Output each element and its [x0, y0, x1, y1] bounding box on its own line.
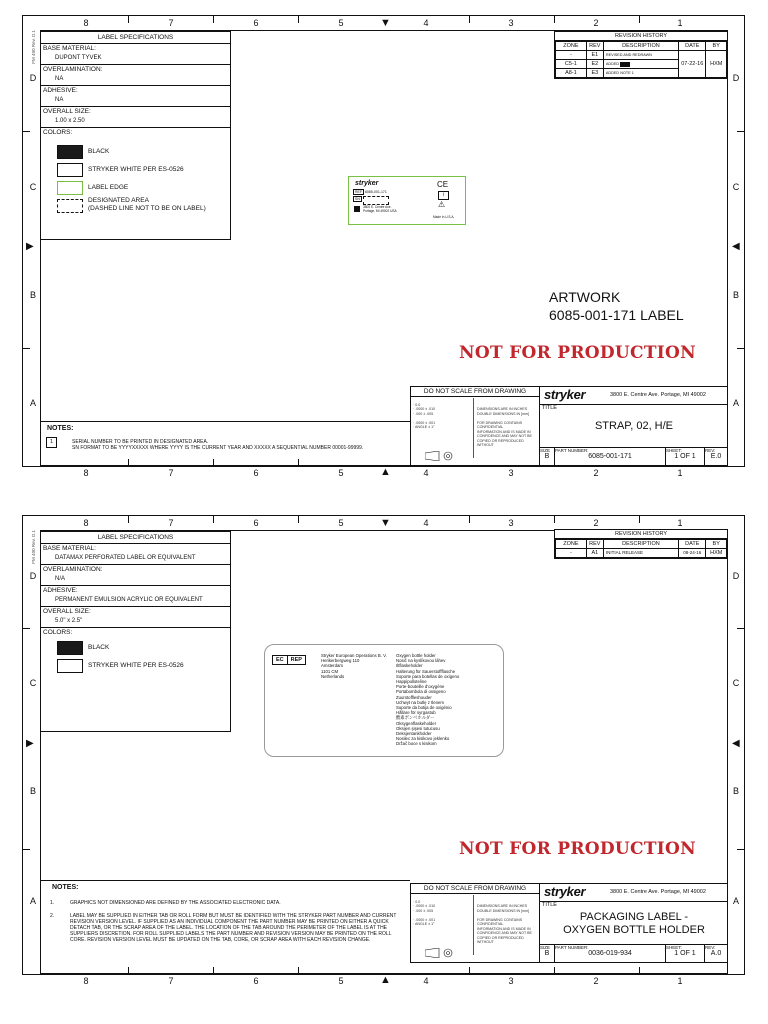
- zone-letter: C: [29, 182, 37, 192]
- company-address: 3800 E. Centre Ave. Portage, MI 49002: [610, 392, 706, 398]
- title-block: [410, 386, 728, 466]
- stryker-logo: stryker: [355, 180, 379, 187]
- color-swatch-black: [57, 145, 83, 159]
- zone-number: 8: [83, 518, 89, 528]
- artwork-title: ARTWORK: [549, 289, 621, 305]
- zone-letter: D: [732, 73, 740, 83]
- overall-size-label: OVERALL SIZE:: [41, 106, 230, 116]
- center-arrow-left-icon: ◀: [732, 738, 740, 749]
- sheet-label: SHEET:: [666, 448, 682, 453]
- rev-cell: C5-1: [556, 60, 587, 69]
- do-not-scale: DO NOT SCALE FROM DRAWING: [411, 387, 540, 397]
- overlamination-label: OVERLAMINATION:: [41, 64, 230, 74]
- zone-number: 2: [593, 18, 599, 28]
- revision-history: [554, 31, 728, 79]
- ce-mark: CE: [437, 180, 449, 189]
- zone-number: 5: [338, 518, 344, 528]
- zone-number: 7: [168, 468, 174, 478]
- color-name: DESIGNATED AREA (DASHED LINE NOT TO BE ON LABEL): [88, 197, 206, 212]
- rev-header: REV: [586, 540, 603, 549]
- artwork-part: 6085-001-171 LABEL: [549, 307, 684, 323]
- translation: Deksjentankholder: [396, 731, 432, 737]
- zone-number: 1: [677, 976, 683, 986]
- base-material-label: BASE MATERIAL:: [43, 45, 96, 52]
- rev-cell: HXM: [706, 549, 727, 558]
- overall-size-label: OVERALL SIZE:: [41, 606, 230, 616]
- center-arrow-up-icon: ▲: [380, 466, 391, 478]
- drawing-title: PACKAGING LABEL - OXYGEN BOTTLE HOLDER: [563, 911, 705, 936]
- title-block: [410, 883, 728, 963]
- zone-number: 3: [508, 468, 514, 478]
- drawing-title: STRAP, 02, H/E: [594, 420, 674, 432]
- title-label: TITLE: [542, 405, 557, 411]
- notes-title: NOTES:: [52, 884, 79, 891]
- translation: Oksijen şişesi tutucusu: [396, 725, 440, 731]
- base-material-label: BASE MATERIAL:: [43, 545, 96, 552]
- color-swatch-white: [57, 163, 83, 177]
- tolerance-block: · 0.0 · .0000 ± .010 · .000 ± .005 · .0000 ± .001 · ANGLE ± 1° DIMENSIONS ARE IN INCHES DOUBLE DIMENSIONS IN [mm] FOR DRAWING CONTAINS CONFIDENTIAL INFORMATION AND IS MADE IN CONFIDENCE AND MAY NOT BE COPIED OR REPRODUCED WITHOUT: [411, 893, 540, 962]
- zone-number: 4: [423, 518, 429, 528]
- rev-cell: ADDED NOTE 1: [603, 69, 678, 78]
- color-name: STRYKER WHITE PER ES-0526: [88, 662, 184, 669]
- made-in: Made in U.S.A.: [433, 215, 455, 219]
- spec-title: LABEL SPECIFICATIONS: [41, 32, 230, 44]
- zone-letter: B: [732, 786, 739, 796]
- colors-label: COLORS:: [41, 127, 230, 137]
- zone-number: 3: [508, 976, 514, 986]
- rev-cell: E3: [586, 69, 603, 78]
- part-number: 6085-001-171: [588, 453, 632, 460]
- revision-title: REVISION HISTORY: [555, 530, 727, 539]
- sn-box-icon: [620, 62, 630, 67]
- rep-mark: REP: [290, 657, 302, 663]
- base-material-value: DATAMAX PERFORATED LABEL OR EQUIVALENT: [55, 555, 196, 561]
- translation: Nosilec za kisikovo jeklenko: [396, 736, 450, 742]
- zone-number: 7: [168, 18, 174, 28]
- color-swatch-designated-area: [57, 199, 83, 213]
- rev-label: REV:: [705, 448, 716, 453]
- note-text: GRAPHICS NOT DIMENSIONED ARE DEFINED BY THE ASSOCIATED ELECTRONIC DATA.: [70, 900, 281, 906]
- company-address: 3800 E. Centre Ave. Portage, MI 49002: [610, 889, 706, 895]
- projection-symbol-icon: [425, 451, 455, 461]
- zone-number: 3: [508, 18, 514, 28]
- rev-header: DESCRIPTION: [603, 540, 678, 549]
- ec-mark: EC: [273, 656, 288, 664]
- translation: Iltflaskeholder: [396, 663, 423, 669]
- zone-number: 1: [677, 468, 683, 478]
- zone-letter: D: [29, 571, 37, 581]
- rev-cell: E2: [586, 60, 603, 69]
- translation: Suporte da botija de oxigénio: [396, 705, 452, 711]
- not-for-production-stamp: NOT FOR PRODUCTION: [459, 839, 697, 859]
- adhesive-value: NA: [55, 97, 64, 103]
- note-number: 1.: [50, 900, 55, 906]
- rev-header: DESCRIPTION: [603, 42, 678, 51]
- rev-cell: ADDED: [605, 62, 620, 66]
- label-artwork: [348, 176, 466, 225]
- zone-number: 7: [168, 518, 174, 528]
- center-arrow-up-icon: ▲: [380, 974, 391, 986]
- translation: 酸素ボンベホルダー: [396, 715, 435, 721]
- revision-history: [554, 529, 728, 559]
- zone-number: 4: [423, 18, 429, 28]
- zone-number: 6: [253, 976, 259, 986]
- rev-header: ZONE: [556, 42, 587, 51]
- rev-cell: REVISED AND REDRAWN: [603, 51, 678, 60]
- address-line: Amsterdam: [321, 663, 343, 669]
- zone-number: 5: [338, 18, 344, 28]
- note-number: 1: [46, 437, 57, 448]
- zone-number: 6: [253, 518, 259, 528]
- rev-header: BY: [706, 42, 727, 51]
- zone-letter: D: [732, 571, 740, 581]
- drawing-sheet-2: [0, 500, 768, 1000]
- notes-title: NOTES:: [47, 425, 74, 432]
- ref-icon: REF: [355, 190, 362, 194]
- zone-number: 2: [593, 468, 599, 478]
- color-swatch-white: [57, 659, 83, 673]
- manufacturer-icon: [354, 206, 360, 212]
- address-line: 1101 CM: [321, 668, 339, 674]
- sheet-label: SHEET:: [666, 945, 682, 950]
- color-swatch-black: [57, 641, 83, 655]
- title-label: TITLE: [542, 902, 557, 908]
- rev-value: A.0: [710, 950, 722, 957]
- note-number: 2.: [50, 913, 55, 919]
- adhesive-label: ADHESIVE:: [41, 85, 230, 95]
- overlamination-value: NA: [55, 76, 64, 82]
- rev-header: DATE: [679, 42, 706, 51]
- zone-number: 7: [168, 976, 174, 986]
- zone-number: 2: [593, 976, 599, 986]
- color-name: BLACK: [88, 148, 110, 155]
- address-line: Stryker European Operations B. V.: [321, 653, 387, 658]
- zone-letter: A: [732, 896, 739, 906]
- translation: Oksygenflaskeholder: [396, 720, 437, 726]
- spec-title: LABEL SPECIFICATIONS: [41, 532, 230, 544]
- ec-rep-address: [321, 653, 387, 679]
- rev-header: ZONE: [556, 540, 587, 549]
- note-text: LABEL MAY BE SUPPLIED IN EITHER TAB OR ROLL FORM BUT MUST BE IDENTIFIED WITH THE STRYKER PART NUMBER AND CURRENT REVISION VERSION LEVEL. IF SUPPLIED AS AN INDIVIDUAL COMPONENT THE PART NUMBER MAY BE PRINTED ON EITHER A QUICK DETACH TAB, OR THE SCRAP AREA OF THE LABEL. THE LOCATION OF THE TAB AROUND THE PERIMETER OF THE LABEL IS AT THE SUPPLIERS DISCRETION. FOR ROLL SUPPLIED LABELS THE PART NUMBER AND REVISION VERSION MAY BE PRINTED ON THE ROLL CORE. REVISION VERSION LEVEL MUST BE UPDATED ON THE TAB, CORE, OR SCRAP AREA WITH EACH REVISION CHANGE.: [70, 913, 397, 943]
- table-row: [556, 549, 727, 558]
- form-code: FM 400 Rev. D.1: [31, 530, 36, 564]
- translations-list: [396, 653, 459, 747]
- size-value: B: [544, 453, 550, 460]
- part-number: 0036-019-934: [588, 950, 632, 957]
- address-line: Herikerbergweg 110: [321, 658, 360, 664]
- zone-number: 8: [83, 468, 89, 478]
- translation: Porte-bouteille d'oxygène: [396, 684, 445, 690]
- center-arrow-left-icon: ◀: [732, 241, 740, 252]
- rev-header: REV: [586, 42, 603, 51]
- color-name: STRYKER WHITE PER ES-0526: [88, 166, 184, 173]
- instructions-icon: i: [438, 191, 449, 200]
- adhesive-value: PERMANENT EMULSION ACRYLIC OR EQUIVALENT: [55, 597, 203, 603]
- rev-header: BY: [706, 540, 727, 549]
- center-arrow-down-icon: ▼: [380, 17, 391, 29]
- zone-number: 4: [423, 468, 429, 478]
- rev-cell: -: [556, 549, 587, 558]
- overlamination-label: OVERLAMINATION:: [41, 564, 230, 574]
- overall-size-value: 1.00 x 2.50: [55, 118, 85, 124]
- zone-letter: B: [732, 290, 739, 300]
- translation: Hållare för syrgastub: [396, 710, 436, 716]
- zone-letter: B: [29, 290, 36, 300]
- tolerance-block: · 0.0 · .0000 ± .010 · .000 ± .005 · .0000 ± .001 · ANGLE ± 1° DIMENSIONS ARE IN INCHES DOUBLE DIMENSIONS IN [mm] FOR DRAWING CONTAINS CONFIDENTIAL INFORMATION AND IS MADE IN CONFIDENCE AND MAY NOT BE COPIED OR REPRODUCED WITHOUT: [411, 396, 540, 465]
- zone-letter: A: [29, 398, 36, 408]
- designated-area: [363, 196, 389, 205]
- translation: Oxygen bottle holder: [396, 653, 436, 658]
- revision-title: REVISION HISTORY: [555, 32, 727, 41]
- rev-cell: E1: [586, 51, 603, 60]
- projection-symbol-icon: [425, 948, 455, 958]
- zone-number: 1: [677, 518, 683, 528]
- rev-cell: A1: [586, 549, 603, 558]
- color-swatch-label-edge: [57, 181, 83, 195]
- zone-number: 8: [83, 976, 89, 986]
- base-material-value: DUPONT TYVEK: [55, 55, 102, 61]
- center-arrow-right-icon: ▶: [26, 738, 34, 749]
- translation: Nosič na kyslíkovou láhev: [396, 658, 446, 664]
- zone-letter: A: [29, 896, 36, 906]
- overlamination-value: N/A: [55, 576, 66, 582]
- size-label: SIZE: [540, 945, 551, 950]
- zone-letter: B: [29, 786, 36, 796]
- rev-cell: HXM: [706, 51, 727, 78]
- label-specifications: [40, 531, 231, 732]
- ref-code: 6085-001-171: [364, 190, 387, 194]
- rev-header: DATE: [679, 540, 706, 549]
- translation: Držač boce s kisikom: [396, 741, 437, 747]
- manufacturer-address: 3800 E. Centre Ave. Portage, MI 49002 USA: [363, 205, 397, 213]
- zone-letter: C: [29, 678, 37, 688]
- zone-number: 4: [423, 976, 429, 986]
- zone-number: 3: [508, 518, 514, 528]
- note-text: SERIAL NUMBER TO BE PRINTED IN DESIGNATED AREA. SN FORMAT TO BE YYYYXXXXX WHERE YYYY IS THE CURRENT YEAR AND XXXXX A SEQUENTIAL NUMBER 00001-99999.: [72, 439, 364, 451]
- rev-cell: INITIAL RELEASE: [603, 549, 678, 558]
- translation: Soporte para botellas de oxígeno: [396, 673, 460, 679]
- colors-label: COLORS:: [41, 627, 230, 637]
- stryker-logo: stryker: [544, 884, 586, 899]
- rev-label: REV:: [705, 945, 716, 950]
- zone-letter: D: [29, 73, 37, 83]
- zone-letter: A: [732, 398, 739, 408]
- stryker-logo: stryker: [544, 387, 586, 402]
- warning-icon: ⚠: [438, 200, 446, 209]
- not-for-production-stamp: NOT FOR PRODUCTION: [459, 343, 697, 363]
- table-row: [556, 51, 727, 60]
- rev-cell: A8-1: [556, 69, 587, 78]
- form-code: FM 400 Rev. D.1: [31, 30, 36, 64]
- do-not-scale: DO NOT SCALE FROM DRAWING: [411, 884, 540, 894]
- adhesive-label: ADHESIVE:: [41, 585, 230, 595]
- address-line: Netherlands: [321, 673, 345, 679]
- center-arrow-right-icon: ▶: [26, 241, 34, 252]
- drawing-sheet-1: [0, 0, 768, 490]
- translation: Portabombola di ossigeno: [396, 689, 446, 695]
- zone-letter: C: [732, 678, 740, 688]
- rev-cell: 07-22-16: [679, 51, 706, 78]
- translation: Happipulloteline: [396, 679, 427, 685]
- color-name: BLACK: [88, 644, 110, 651]
- color-name: LABEL EDGE: [88, 184, 129, 191]
- size-label: SIZE: [540, 448, 551, 453]
- size-value: B: [544, 950, 550, 957]
- translation: Halterung für Sauerstoffflasche: [396, 668, 456, 674]
- zone-number: 8: [83, 18, 89, 28]
- zone-number: 1: [677, 18, 683, 28]
- center-arrow-down-icon: ▼: [380, 517, 391, 529]
- zone-number: 2: [593, 518, 599, 528]
- sn-icon: SN: [355, 197, 360, 201]
- sheet-value: 1 OF 1: [674, 950, 696, 957]
- zone-number: 5: [338, 468, 344, 478]
- zone-letter: C: [732, 182, 740, 192]
- zone-number: 5: [338, 976, 344, 986]
- overall-size-value: 5.0" x 2.5": [55, 618, 83, 624]
- sheet-value: 1 OF 1: [674, 453, 696, 460]
- label-artwork: [264, 644, 504, 757]
- part-number-label: PART NUMBER:: [555, 448, 589, 453]
- translation: Zuurstoffleshouder: [396, 694, 432, 700]
- rev-cell: 08-24-16: [679, 549, 706, 558]
- zone-number: 6: [253, 468, 259, 478]
- rev-value: E.0: [710, 453, 722, 460]
- translation: Uchwyt na butlę z tlenem: [396, 699, 445, 705]
- part-number-label: PART NUMBER:: [555, 945, 589, 950]
- rev-cell: -: [556, 51, 587, 60]
- ec-rep-icon: [272, 655, 306, 665]
- zone-number: 6: [253, 18, 259, 28]
